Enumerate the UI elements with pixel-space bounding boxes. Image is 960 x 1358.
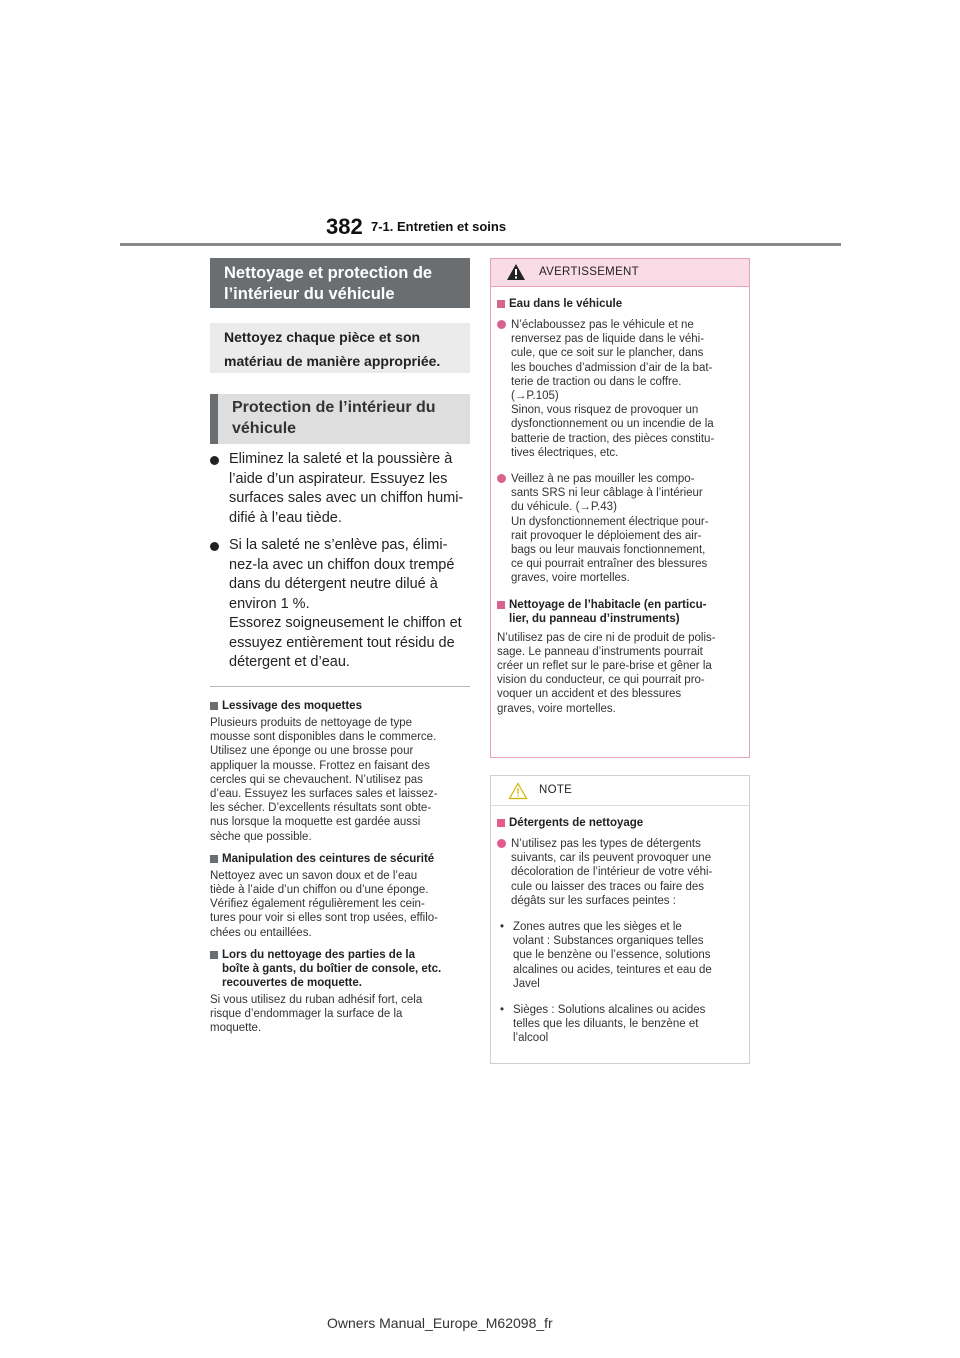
main-bullet-list [210,450,470,681]
bullet-item [210,536,470,673]
note-line: tures pour voir si elles sont trop usées, effilo- [210,912,438,925]
note-line: volant : Substances organiques telles [513,935,704,948]
note-line: moquette. [210,1022,262,1035]
warning-line: Sinon, vous risquez de provoquer un [511,404,699,417]
warning-line: dysfonctionnement ou un incendie de la [511,418,714,431]
note-line: N’utilisez pas les types de détergents [511,838,701,850]
note-header [491,776,749,806]
warning-line: sage. Le panneau d’instruments pourrait [497,645,703,658]
note-section-title [497,816,745,830]
dash-bullet-icon: • [500,921,505,934]
note-item [497,837,745,908]
warning-line: les bouches d’admission d’air de la bat- [511,361,713,374]
bullet-line: détergent et d’eau. [229,654,350,670]
note-box [490,775,750,1064]
note-content [497,812,745,1046]
main-heading-line: l’intérieur du véhicule [224,285,395,303]
warning-triangle-icon [506,263,526,281]
note-label: NOTE [539,784,573,796]
note-line: Utilisez une éponge ou une brosse pour [210,745,414,758]
warning-title-line: Eau dans le véhicule [509,298,623,310]
note-line: dégâts sur les surfaces peintes : [511,894,676,907]
note-line: l’alcool [513,1032,549,1045]
note-dash-item [497,920,745,991]
note-line: Zones autres que les sièges et le [513,921,682,934]
note-title-line: Détergents de nettoyage [509,817,644,829]
bullet-dot-icon [210,456,219,465]
bullet-line: dans du détergent neutre dilué à [229,576,438,592]
warning-line: ce qui pourrait entraîner des blessures [511,558,708,571]
bullet-line: Si la saleté ne s’enlève pas, élimi- [229,537,448,553]
notes-section [210,691,468,1035]
circle-bullet-icon [497,474,506,483]
note-line: tiède à l’aide d’un chiffon ou d’une éponge. [210,884,429,897]
note-title-line: Lors du nettoyage des parties de la [222,948,415,961]
note-line: d’eau. Essuyez les surfaces sales et laissez- [210,788,438,801]
note-dash-item [497,1003,745,1046]
square-bullet-icon [497,601,505,609]
bullet-item [210,450,470,528]
warning-header [491,259,749,287]
note-line: Vérifiez également régulièrement les cein- [210,898,425,911]
square-bullet-icon [210,702,218,710]
caution-triangle-icon [508,782,528,800]
warning-line: Veillez à ne pas mouiller les compo- [511,473,695,486]
warning-item [497,472,745,586]
warning-line: graves, voire mortelles. [511,572,630,585]
note-line: nus lorsque la moquette est gardée aussi [210,816,421,829]
warning-content [497,293,745,716]
warning-paragraph [497,631,745,716]
warning-label: AVERTISSEMENT [539,266,639,278]
note-line: Sièges : Solutions alcalines ou acides [513,1004,706,1017]
warning-line: voquer un accident et des blessures [497,688,682,701]
note-line: telles que les diluants, le benzène et [513,1018,699,1031]
note-line: Plusieurs produits de nettoyage de type [210,717,413,729]
circle-bullet-icon [497,320,506,329]
note-line: mousse sont disponibles dans le commerce. [210,731,437,744]
warning-line: cule, que ce soit sur le plancher, dans [511,347,704,360]
bullet-line: environ 1 %. [229,595,310,612]
note-line: que le benzène ou l’essence, solutions [513,949,711,962]
note-title [210,852,468,866]
header-rule [120,243,841,246]
note-title-line: recouvertes de moquette. [222,976,362,989]
bullet-line: essuyez entièrement tout résidu de [229,634,455,651]
note-line: Nettoyez avec un savon doux et de l’eau [210,869,418,882]
note-line: Javel [513,977,540,990]
main-heading-line: Nettoyage et protection de [224,264,433,282]
note-title [210,699,468,713]
bullet-line: difié à l’eau tiède. [229,509,342,526]
note-line: alcalines ou acides, teintures et eau de [513,963,712,976]
note-line: les sécher. D’excellents résultats sont obte- [210,802,432,815]
sub-heading [210,394,470,444]
note-line: suivants, car ils peuvent provoquer une [511,852,712,865]
warning-title-line: Nettoyage de l’habitacle (en particu- [509,598,707,611]
section-divider [210,686,470,687]
footer-text: Owners Manual_Europe_M62098_fr [327,1315,553,1331]
warning-line: Un dysfonctionnement électrique pour- [511,515,709,528]
bullet-line: Eliminez la saleté et la poussière à [229,451,453,467]
note-body [210,716,468,844]
note-line: Si vous utilisez du ruban adhésif fort, cela [210,993,423,1006]
square-bullet-icon [497,300,505,308]
warning-line: graves, voire mortelles. [497,702,616,715]
section-title: 7-1. Entretien et soins [371,219,507,234]
bullet-line: nez-la avec un chiffon doux trempé [229,556,455,573]
bullet-line: surfaces sales avec un chiffon humi- [229,490,464,506]
note-line: risque d’endommager la surface de la [210,1008,403,1021]
bullet-line: Essorez soigneusement le chiffon et [229,615,462,631]
warning-line: renversez pas de liquide dans le véhi- [511,333,705,346]
note-line: cule ou laisser des traces ou faire des [511,880,705,893]
note-title-line: Manipulation des ceintures de sécurité [222,852,435,865]
square-bullet-icon [210,951,218,959]
dash-bullet-icon: • [500,1004,505,1017]
note-title-line: Lessivage des moquettes [222,700,362,712]
warning-line: rait provoquer le déploiement des air- [511,529,702,542]
note-line: chées ou entaillées. [210,926,312,939]
warning-line: terie de traction ou dans le coffre. [511,375,682,388]
warning-line: sants SRS ni leur câblage à l’intérieur [511,487,703,500]
warning-line: bags ou leur mauvais fonctionnement, [511,544,706,557]
warning-box [490,258,750,758]
square-bullet-icon [210,855,218,863]
warning-line: tives électriques, etc. [511,446,619,459]
page-number: 382 [326,214,363,239]
page-reference-link[interactable]: (→P.105) [511,390,559,403]
warning-item [497,318,745,460]
page-reference-link[interactable]: du véhicule. (→P.43) [511,501,617,514]
circle-bullet-icon [497,839,506,848]
warning-line: batterie de traction, des pièces constitu- [511,432,715,445]
intro-box [210,323,470,373]
note-line: sèche que possible. [210,830,312,843]
note-body [210,869,468,940]
warning-line: N’éclaboussez pas le véhicule et ne [511,319,694,331]
note-body [210,993,468,1036]
warning-line: créer un reflet sur le pare-brise et gêner la [497,660,712,673]
warning-title-line: lier, du panneau d’instruments) [509,612,680,625]
note-title [210,948,468,990]
bullet-dot-icon [210,542,219,551]
warning-section-title [497,598,745,626]
warning-section-title [497,297,745,311]
main-heading [210,258,470,308]
square-bullet-icon [497,819,505,827]
bullet-line: l’aide d’un aspirateur. Essuyez les [229,470,448,487]
intro-line: matériau de manière appropriée. [224,353,441,369]
note-line: décoloration de l’intérieur de votre véhi- [511,866,713,879]
warning-line: N’utilisez pas de cire ni de produit de polis- [497,631,716,644]
intro-line: Nettoyez chaque pièce et son [224,329,421,345]
main-heading-text [224,263,432,305]
note-title-line: boîte à gants, du boîtier de console, etc. [222,962,442,975]
note-line: cercles qui se chevauchent. N’utilisez pas [210,773,423,786]
note-line: appliquer la mousse. Frottez en faisant des [210,759,430,772]
warning-line: vision du conducteur, ce qui pourrait pro- [497,674,705,687]
sub-heading-line: Protection de l’intérieur du [232,399,436,416]
sub-heading-line: véhicule [232,420,297,437]
